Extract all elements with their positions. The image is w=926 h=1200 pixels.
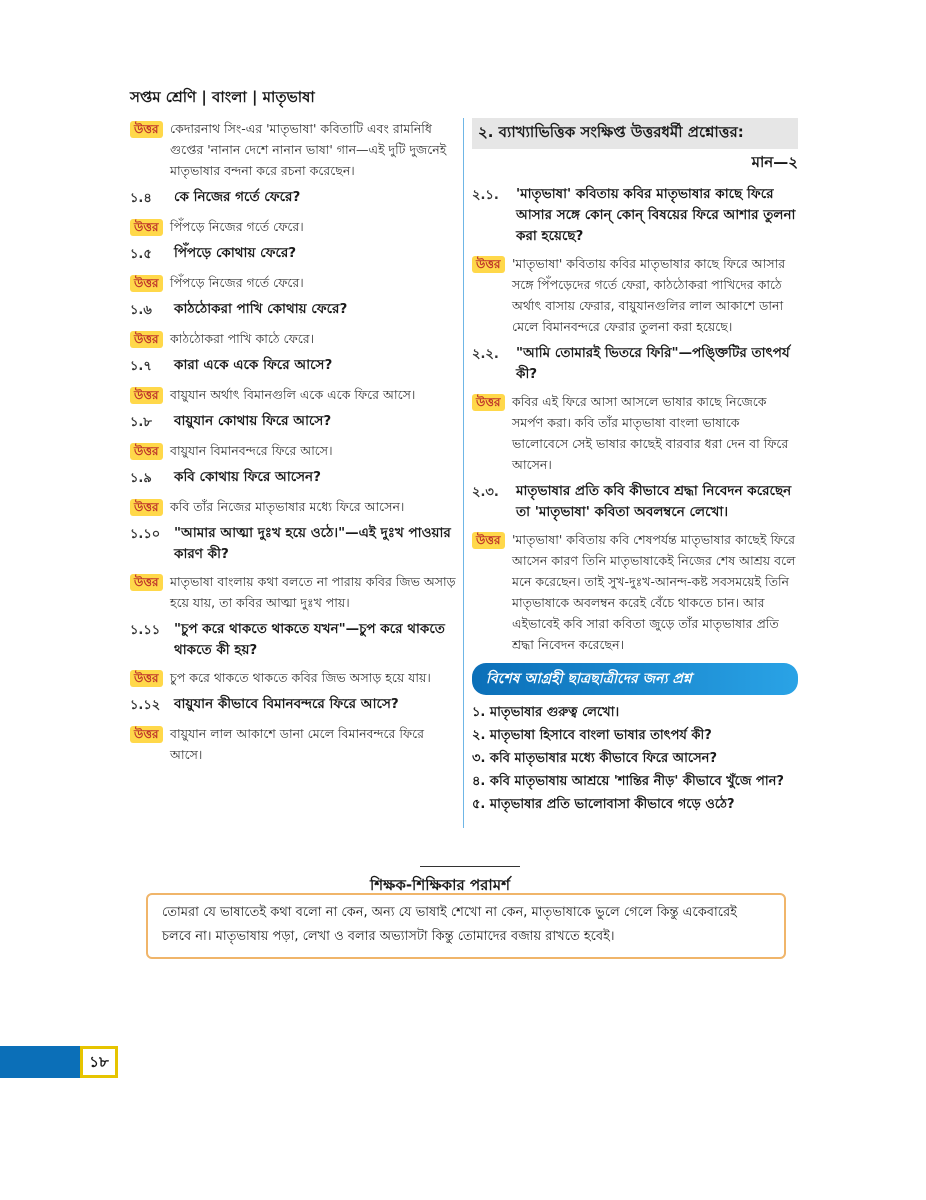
- answer-badge-label: উত্তর: [130, 670, 163, 687]
- question-number: ১.১০: [130, 527, 161, 542]
- question-text: 'মাতৃভাষা' কবিতায় কবির মাতৃভাষার কাছে ফিরে আসার সঙ্গে কোন্ কোন্ বিষয়ের ফিরে আশার তুলনা করা হয়েছে?: [516, 186, 796, 244]
- question-row: [130, 411, 456, 434]
- answer-badge-label: উত্তর: [472, 532, 505, 549]
- right-column: [472, 118, 798, 816]
- answer-text: কবি তাঁর নিজের মাতৃভাষার মধ্যে ফিরে আসেন।: [170, 499, 405, 514]
- answer-badge-label: উত্তর: [130, 499, 163, 516]
- question-number: ১.৮: [130, 415, 152, 430]
- answer-badge: [472, 391, 512, 411]
- answer-badge: [130, 216, 170, 236]
- question-number: ১.৯: [130, 471, 152, 486]
- question-text: "আমি তোমারই ভিতরে ফিরি"—পঙ্ক্তিটির তাৎপর্য কী?: [516, 345, 790, 382]
- answer-text: পিঁপড়ে নিজের গর্তে ফেরে।: [170, 219, 304, 234]
- answer-row: [130, 272, 456, 293]
- answer-badge: [130, 272, 170, 292]
- special-question-item: ১. মাতৃভাষার গুরুত্ব লেখো।: [472, 705, 620, 720]
- right-qa-list: [472, 184, 798, 655]
- answer-badge-label: উত্তর: [472, 256, 505, 273]
- question-number: ১.৭: [130, 359, 152, 374]
- special-questions-list: [472, 701, 798, 816]
- answer-row: [472, 529, 798, 655]
- answer-row: [130, 216, 456, 237]
- answer-row: [130, 723, 456, 765]
- footer-bar: [0, 1046, 80, 1078]
- question-number: ২.৩.: [472, 485, 499, 500]
- question-row: [130, 694, 456, 717]
- answer-row: [130, 384, 456, 405]
- question-row: [130, 619, 456, 661]
- answer-text: চুপ করে থাকতে থাকতে কবির জিভ অসাড় হয়ে যায়।: [170, 670, 431, 685]
- answer-row: [472, 391, 798, 475]
- question-text: কাঠঠোকরা পাখি কোথায় ফেরে?: [174, 301, 348, 317]
- answer-badge: [130, 667, 170, 687]
- answer-text: পিঁপড়ে নিজের গর্তে ফেরে।: [170, 275, 304, 290]
- question-row: [130, 187, 456, 210]
- column-divider: [463, 118, 464, 828]
- answer-row: [130, 496, 456, 517]
- question-text: কে নিজের গর্তে ফেরে?: [174, 189, 301, 205]
- answer-row: [472, 253, 798, 337]
- answer-row: [130, 440, 456, 461]
- question-number: ২.২.: [472, 347, 499, 362]
- section-title: ২. ব্যাখ্যাভিত্তিক সংক্ষিপ্ত উত্তরধর্মী প্রশ্নোত্তর:: [472, 118, 798, 149]
- question-text: কবি কোথায় ফিরে আসেন?: [174, 469, 321, 485]
- answer-badge-label: উত্তর: [130, 219, 163, 236]
- answer-row: [130, 118, 456, 181]
- special-questions-banner: বিশেষ আগ্রহী ছাত্রছাত্রীদের জন্য প্রশ্ন: [472, 663, 798, 695]
- advice-title: শিক্ষক-শিক্ষিকার পরামর্শ: [370, 876, 510, 894]
- answer-text: বায়ুযান লাল আকাশে ডানা মেলে বিমানবন্দরে ফিরে আসে।: [170, 726, 425, 762]
- answer-badge: [130, 384, 170, 404]
- answer-badge-label: উত্তর: [130, 275, 163, 292]
- answer-text: মাতৃভাষা বাংলায় কথা বলতে না পারায় কবির জিভ অসাড় হয়ে যায়, তা কবির আত্মা দুঃখ পায়।: [170, 574, 456, 610]
- answer-text: 'মাতৃভাষা' কবিতায় কবি শেষপর্যন্ত মাতৃভাষার কাছেই ফিরে আসেন কারণ তিনি মাতৃভাষাকেই নিজের শেষ আশ্রয় বলে মনে করেছেন। তাই সুখ-দুঃখ-আনন্দ-কষ্ট সবসময়েই তিনি মাতৃভাষাকে অবলম্বন করেই বেঁচে থাকতে চান। আর এইভাবেই কবি সারা কবিতা জুড়ে তাঁর মাতৃভাষার প্রতি শ্রদ্ধা নিবেদন করেছেন।: [512, 532, 796, 652]
- question-number: ১.১১: [130, 623, 161, 638]
- special-question-item: ৪. কবি মাতৃভাষায় আশ্রয়ে 'শান্তির নীড়' কীভাবে খুঁজে পান?: [472, 774, 784, 789]
- answer-badge-label: উত্তর: [130, 574, 163, 591]
- answer-text: কবির এই ফিরে আসা আসলে ভাষার কাছে নিজেকে সমর্পণ করা। কবি তাঁর মাতৃভাষা বাংলা ভাষাকে ভালোবেসে সেই ভাষার কাছেই বারবার ধরা দেন বা ফিরে আসেন।: [512, 394, 789, 472]
- answer-badge-label: উত্তর: [472, 394, 505, 411]
- question-text: পিঁপড়ে কোথায় ফেরে?: [174, 245, 297, 261]
- question-row: [130, 299, 456, 322]
- special-question-item: ৩. কবি মাতৃভাষার মধ্যে কীভাবে ফিরে আসেন?: [472, 751, 717, 766]
- question-row: [472, 343, 798, 385]
- answer-badge: [130, 118, 170, 138]
- answer-badge: [472, 253, 512, 273]
- marks-label: মান—২: [751, 153, 798, 171]
- page-number: ১৮: [80, 1046, 118, 1078]
- answer-badge: [130, 496, 170, 516]
- question-number: ২.১.: [472, 188, 499, 203]
- special-question-item: ৫. মাতৃভাষার প্রতি ভালোবাসা কীভাবে গড়ে ওঠে?: [472, 797, 735, 812]
- question-row: [472, 481, 798, 523]
- answer-text: 'মাতৃভাষা' কবিতায় কবির মাতৃভাষার কাছে ফিরে আসার সঙ্গে পিঁপড়েদের গর্তে ফেরা, কাঠঠোকরা পাখিদের কাঠে অর্থাৎ বাসায় ফেরার, বায়ুযানগুলির লাল আকাশে ডানা মেলে বিমানবন্দরে ফেরার তুলনা করা হয়েছে।: [512, 256, 786, 334]
- question-row: [130, 355, 456, 378]
- answer-badge: [130, 440, 170, 460]
- answer-badge-label: উত্তর: [130, 387, 163, 404]
- question-row: [130, 243, 456, 266]
- answer-row: [130, 667, 456, 688]
- answer-badge: [130, 571, 170, 591]
- answer-text: কেদারনাথ সিং-এর 'মাতৃভাষা' কবিতাটি এবং রামনিধি গুপ্তের 'নানান দেশে নানান ভাষা' গান—এই দুটি দুজনেই মাতৃভাষার বন্দনা করে রচনা করেছেন।: [170, 121, 447, 178]
- question-number: ১.৫: [130, 247, 152, 262]
- question-number: ১.১২: [130, 698, 161, 713]
- question-text: "চুপ করে থাকতে থাকতে যখন"—চুপ করে থাকতে থাকতে কী হয়?: [174, 621, 445, 658]
- answer-badge-label: উত্তর: [130, 726, 163, 743]
- answer-text: বায়ুযান অর্থাৎ বিমানগুলি একে একে ফিরে আসে।: [170, 387, 416, 402]
- answer-badge-label: উত্তর: [130, 443, 163, 460]
- answer-badge-label: উত্তর: [130, 121, 163, 138]
- question-number: ১.৬: [130, 303, 152, 318]
- question-text: বায়ুযান কোথায় ফিরে আসে?: [174, 413, 332, 429]
- answer-badge: [130, 723, 170, 743]
- advice-box: তোমরা যে ভাষাতেই কথা বলো না কেন, অন্য যে ভাষাই শেখো না কেন, মাতৃভাষাকে ভুলে গেলে কিন্তু একেবারেই চলবে না। মাতৃভাষায় পড়া, লেখা ও বলার অভ্যাসটা কিন্তু তোমাদের বজায় রাখতে হবেই।: [146, 893, 786, 959]
- answer-row: [130, 328, 456, 349]
- answer-row: [130, 571, 456, 613]
- answer-badge-label: উত্তর: [130, 331, 163, 348]
- question-text: "আমার আত্মা দুঃখ হয়ে ওঠে।"—এই দুঃখ পাওয়ার কারণ কী?: [174, 525, 451, 562]
- answer-badge: [472, 529, 512, 549]
- question-row: [130, 523, 456, 565]
- question-number: ১.৪: [130, 191, 152, 206]
- answer-text: বায়ুযান বিমানবন্দরে ফিরে আসে।: [170, 443, 333, 458]
- question-row: [130, 467, 456, 490]
- left-column: [130, 118, 456, 771]
- question-text: কারা একে একে ফিরে আসে?: [174, 357, 333, 373]
- question-row: [472, 184, 798, 247]
- answer-text: কাঠঠোকরা পাখি কাঠে ফেরে।: [170, 331, 315, 346]
- answer-badge: [130, 328, 170, 348]
- page-header: সপ্তম শ্রেণি | বাংলা | মাতৃভাষা: [130, 88, 315, 106]
- question-text: বায়ুযান কীভাবে বিমানবন্দরে ফিরে আসে?: [174, 696, 399, 712]
- question-text: মাতৃভাষার প্রতি কবি কীভাবে শ্রদ্ধা নিবেদন করেছেন তা 'মাতৃভাষা' কবিতা অবলম্বনে লেখো।: [516, 483, 792, 520]
- advice-divider: [420, 866, 520, 867]
- special-question-item: ২. মাতৃভাষা হিসাবে বাংলা ভাষার তাৎপর্য কী?: [472, 728, 712, 743]
